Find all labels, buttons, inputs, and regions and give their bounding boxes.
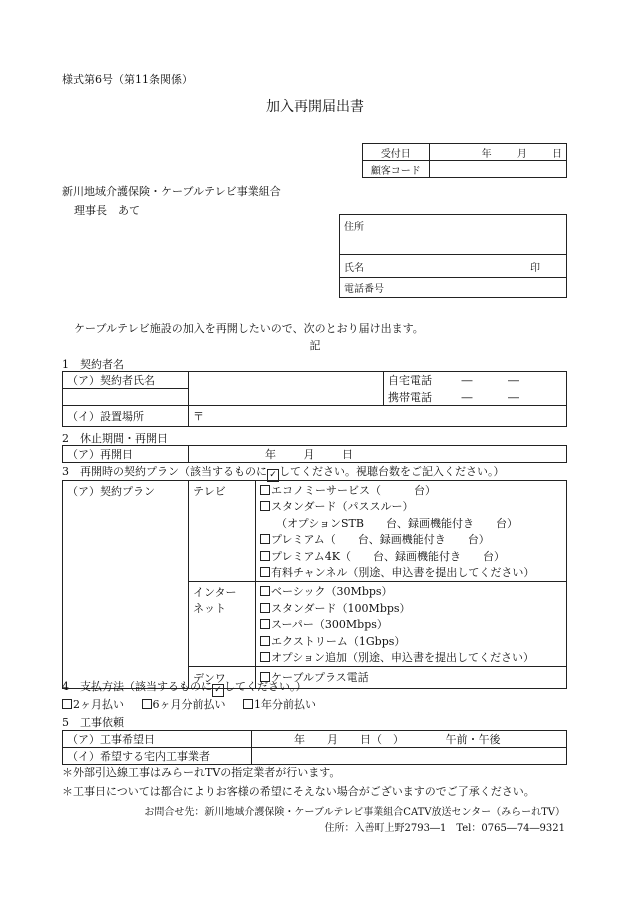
net-option-label: エクストリーム（1Gbps） <box>271 634 406 648</box>
footer-contact: お問合せ先：新川地域介護保険・ケーブルテレビ事業組合CATV放送センター（みらーれTV） <box>144 807 565 818</box>
contractor-name-label: （ア）契約者氏名 <box>63 372 189 389</box>
tv-option-economy[interactable] <box>260 483 562 499</box>
applicant-table <box>339 214 567 298</box>
check-icon: ✓ <box>267 469 279 482</box>
construction-date-label: （ア）工事希望日 <box>63 731 252 748</box>
net-option-standard[interactable] <box>260 601 562 617</box>
section1-heading: 1 契約者名 <box>62 358 124 371</box>
internet-label-line2: ネット <box>193 602 226 616</box>
addressee-organization: 新川地域介護保険・ケーブルテレビ事業組合 <box>62 185 281 198</box>
checkbox-icon[interactable] <box>260 485 270 495</box>
mobile-phone-dash-1: ― <box>461 390 473 404</box>
mobile-phone-label: 携帯電話 <box>388 390 432 404</box>
form-number: 様式第6号（第11条関係） <box>62 73 193 86</box>
construction-table <box>62 730 567 765</box>
applicant-name-label: 氏名 <box>344 262 364 274</box>
checkbox-icon[interactable] <box>260 603 270 613</box>
net-option-basic[interactable] <box>260 584 562 600</box>
mobile-phone-dash-2: ― <box>508 390 519 404</box>
home-phone-dash-1: ― <box>461 374 473 388</box>
construction-ampm[interactable]: 午前・午後 <box>445 733 501 746</box>
contractor-table <box>62 371 567 427</box>
postal-mark: 〒 <box>193 409 204 423</box>
note-2: ＊工事日については都合によりお客様の希望にそえない場合がございますのでご了承ください。 <box>62 785 535 798</box>
record-heading: 記 <box>309 339 321 352</box>
plan-table <box>62 480 567 689</box>
section3-heading-pre: 3 再開時の契約プラン（該当するものに <box>62 465 267 478</box>
tv-option-label: 有料チャンネル（別途、申込書を提出してください） <box>271 565 535 579</box>
home-phone-dash-2: ― <box>508 374 519 388</box>
section4-heading-pre: 4 支払方法（該当するものに <box>62 680 212 693</box>
tv-option-premium-4k[interactable] <box>260 549 562 565</box>
receipt-date-label: 受付日 <box>363 144 430 161</box>
resume-date-label: （ア）再開日 <box>63 446 189 463</box>
contractor-preference-field[interactable] <box>252 748 567 765</box>
applicant-address-field[interactable] <box>340 215 567 255</box>
contractor-preference-label: （イ）希望する宅内工事業者 <box>63 748 252 765</box>
checkbox-icon[interactable] <box>142 699 152 709</box>
receipt-month: 月 <box>516 148 527 160</box>
contractor-name-label-cont <box>63 389 189 406</box>
net-option-super[interactable] <box>260 617 562 633</box>
payment-options <box>62 696 316 712</box>
plan-label: （ア）契約プラン <box>63 481 189 689</box>
home-phone-field[interactable] <box>384 372 567 389</box>
checkbox-icon[interactable] <box>260 652 270 662</box>
check-icon: ✓ <box>212 684 224 697</box>
net-option-label: オプション追加（別途、申込書を提出してください） <box>271 650 535 664</box>
construction-date-value: 年 月 日（ ） <box>294 733 404 746</box>
applicant-address-label: 住所 <box>344 222 364 233</box>
seal-mark: 印 <box>530 262 540 274</box>
resume-year: 年 <box>265 448 276 461</box>
receipt-day: 日 <box>552 148 562 160</box>
section4-heading-post: してください。） <box>224 680 307 693</box>
addressee-chair: 理事長 あて <box>74 204 140 217</box>
applicant-phone-field[interactable] <box>340 278 567 298</box>
tv-options <box>256 481 567 582</box>
section3-heading-post: してください。視聴台数をご記入ください。） <box>279 465 505 478</box>
checkbox-icon[interactable] <box>260 619 270 629</box>
tv-option-standard[interactable] <box>260 499 562 515</box>
net-option-addon[interactable] <box>260 650 562 666</box>
checkbox-icon[interactable] <box>260 551 270 561</box>
home-phone-label: 自宅電話 <box>388 374 432 388</box>
customer-code-label: 顧客コード <box>363 161 430 178</box>
payment-option-1year[interactable] <box>243 698 316 711</box>
internet-label <box>189 582 256 667</box>
tv-option-premium[interactable] <box>260 532 562 548</box>
tv-option-pay-channel[interactable] <box>260 565 562 581</box>
payment-option-2month[interactable] <box>62 698 124 711</box>
section4-heading <box>62 678 307 697</box>
receipt-table <box>362 143 567 178</box>
checkbox-icon[interactable] <box>260 586 270 596</box>
section5-heading: 5 工事依頼 <box>62 716 124 729</box>
payment-option-label: 1年分前払い <box>254 698 316 711</box>
checkbox-icon[interactable] <box>260 534 270 544</box>
tv-option-label: エコノミーサービス（ 台） <box>271 484 436 497</box>
net-option-label: スタンダード（100Mbps） <box>271 601 411 615</box>
contractor-name-field[interactable] <box>189 372 384 406</box>
tv-option-standard-stb <box>260 516 562 532</box>
net-option-label: スーパー（300Mbps） <box>271 618 388 632</box>
checkbox-icon[interactable] <box>260 567 270 577</box>
checkbox-icon[interactable] <box>62 699 72 709</box>
location-field[interactable] <box>189 405 567 426</box>
phone-service-label: デンワ <box>189 667 256 689</box>
location-label: （イ）設置場所 <box>63 405 189 426</box>
receipt-date-field[interactable] <box>429 144 566 161</box>
checkbox-icon[interactable] <box>243 699 253 709</box>
phone-option-label: ケーブルプラス電話 <box>271 670 369 684</box>
tv-option-label: スタンダード（パススルー） <box>271 500 414 514</box>
resume-month: 月 <box>303 448 315 461</box>
checkbox-icon[interactable] <box>260 501 270 511</box>
payment-option-label: 2ヶ月払い <box>73 698 124 711</box>
resume-date-field[interactable] <box>189 446 567 463</box>
construction-date-field[interactable] <box>252 731 567 748</box>
note-1: ＊外部引込線工事はみらーれTVの指定業者が行います。 <box>62 766 341 779</box>
page-title: 加入再開届出書 <box>266 99 364 115</box>
internet-label-line1: インター <box>193 586 237 600</box>
applicant-name-field[interactable] <box>340 255 567 278</box>
receipt-year: 年 <box>481 148 492 160</box>
tv-option-label: プレミアム（ 台、録画機能付き 台） <box>271 533 490 547</box>
payment-option-6month[interactable] <box>142 698 226 711</box>
tv-option-label: プレミアム4K（ 台、録画機能付き 台） <box>271 549 506 563</box>
checkbox-icon[interactable] <box>260 636 270 646</box>
net-option-extreme[interactable] <box>260 634 562 650</box>
payment-option-label: 6ヶ月分前払い <box>152 698 226 711</box>
customer-code-field[interactable] <box>429 161 566 178</box>
section2-heading: 2 休止期間・再開日 <box>62 432 168 445</box>
internet-options <box>256 582 567 667</box>
resume-table <box>62 445 567 463</box>
applicant-phone-label: 電話番号 <box>344 284 384 295</box>
tv-option-label: （オプションSTB 台、録画機能付き 台） <box>276 516 518 530</box>
tv-label: テレビ <box>189 481 256 582</box>
footer-address: 住所：入善町上野2793―1 Tel：0765―74―9321 <box>324 823 565 834</box>
mobile-phone-field[interactable] <box>384 389 567 406</box>
resume-day: 日 <box>342 448 353 461</box>
intro-text: ケーブルテレビ施設の加入を再開したいので、次のとおり届け出ます。 <box>74 322 424 335</box>
net-option-label: ベーシック（30Mbps） <box>271 585 393 599</box>
